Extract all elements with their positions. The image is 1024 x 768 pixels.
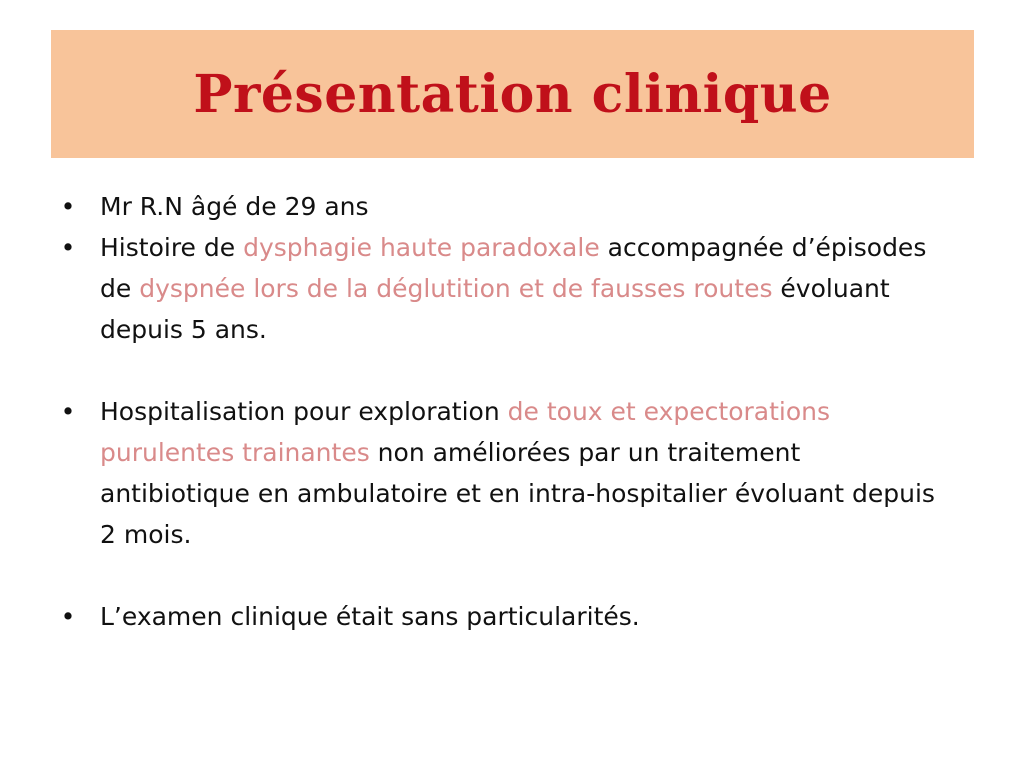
slide-title: Présentation clinique bbox=[193, 63, 832, 125]
bullet-icon: • bbox=[60, 602, 76, 631]
text-segment: Hospitalisation pour exploration bbox=[100, 397, 508, 426]
highlighted-text-segment: de toux et expectorations purulentes trainantes bbox=[100, 397, 831, 467]
text-segment: accompagnée d’épisodes de bbox=[100, 233, 927, 303]
bullet-text bbox=[100, 602, 640, 631]
text-segment: non améliorées par un traitement antibiotique en ambulatoire et en intra-hospitalier évoluant depuis 2 mois. bbox=[100, 438, 935, 549]
bullet-icon: • bbox=[60, 397, 76, 426]
bullet-text bbox=[100, 233, 926, 344]
bullet-item-patient bbox=[58, 186, 958, 227]
text-segment: L’examen clinique était sans particularités. bbox=[100, 602, 640, 631]
text-segment: Mr R.N âgé de 29 ans bbox=[100, 192, 369, 221]
text-segment: Histoire de bbox=[100, 233, 244, 262]
text-segment: évoluant depuis 5 ans. bbox=[100, 274, 890, 344]
bullet-text bbox=[100, 397, 935, 549]
title-banner bbox=[51, 30, 974, 158]
bullet-item-exam bbox=[58, 596, 958, 637]
bullet-icon: • bbox=[60, 233, 76, 262]
bullet-text bbox=[100, 192, 369, 221]
bullet-list bbox=[58, 186, 958, 637]
highlighted-text-segment: dysphagie haute paradoxale bbox=[243, 233, 600, 262]
bullet-item-hospitalisation bbox=[58, 391, 958, 555]
bullet-icon: • bbox=[60, 192, 76, 221]
highlighted-text-segment: dyspnée lors de la déglutition et de fausses routes bbox=[139, 274, 773, 303]
bullet-item-history bbox=[58, 227, 958, 350]
